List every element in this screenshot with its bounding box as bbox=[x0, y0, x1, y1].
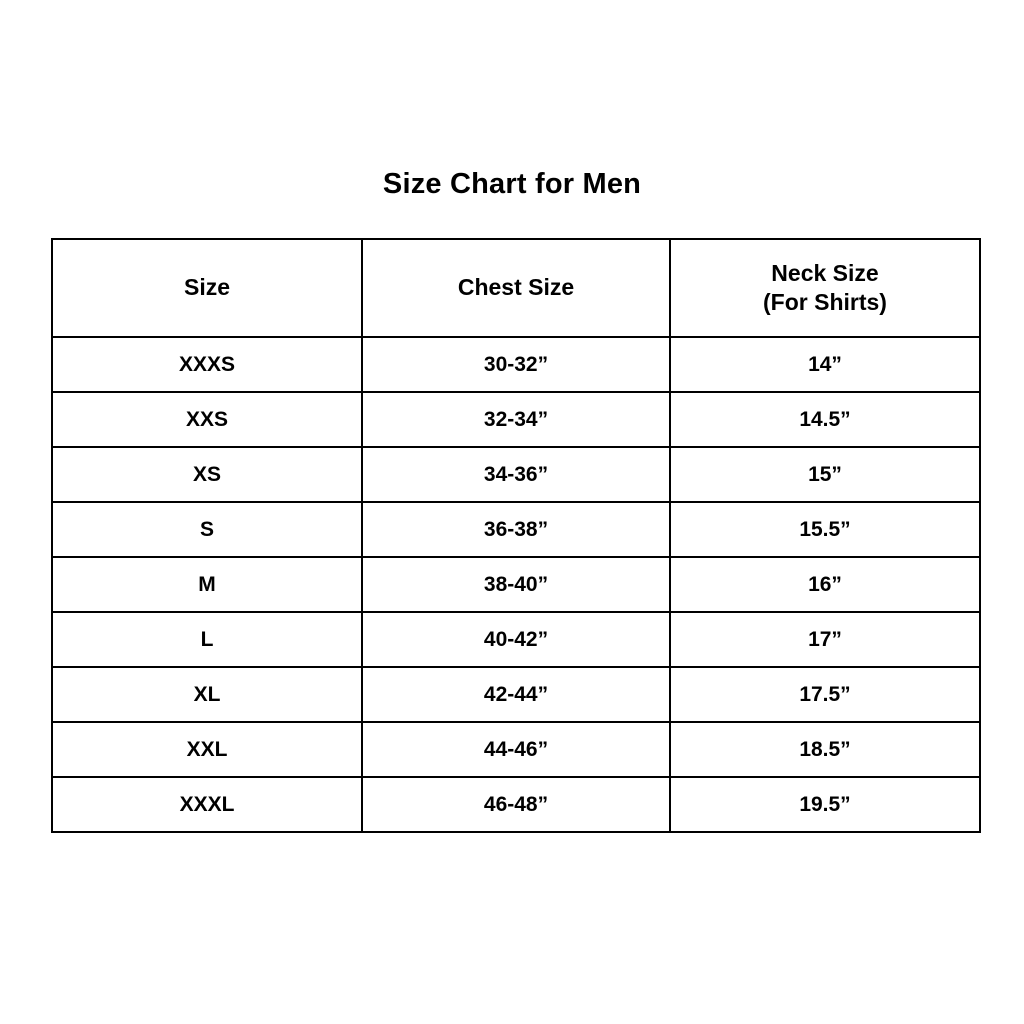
column-header-size bbox=[52, 239, 362, 337]
table-header-row bbox=[52, 239, 980, 337]
cell-chest: 34-36” bbox=[362, 447, 670, 502]
column-header-neck-label: Neck Size bbox=[771, 259, 879, 286]
cell-neck: 15” bbox=[670, 447, 980, 502]
table-row bbox=[52, 502, 980, 557]
cell-neck: 19.5” bbox=[670, 777, 980, 832]
table-row bbox=[52, 392, 980, 447]
table-header bbox=[52, 239, 980, 337]
table-row bbox=[52, 777, 980, 832]
column-header-neck-sublabel: (For Shirts) bbox=[763, 289, 887, 315]
cell-neck: 14.5” bbox=[670, 392, 980, 447]
cell-size: XL bbox=[52, 667, 362, 722]
cell-chest: 42-44” bbox=[362, 667, 670, 722]
table-row bbox=[52, 722, 980, 777]
cell-chest: 30-32” bbox=[362, 337, 670, 392]
cell-chest: 38-40” bbox=[362, 557, 670, 612]
cell-size: XXXS bbox=[52, 337, 362, 392]
table-row bbox=[52, 337, 980, 392]
cell-chest: 46-48” bbox=[362, 777, 670, 832]
cell-neck: 16” bbox=[670, 557, 980, 612]
cell-chest: 44-46” bbox=[362, 722, 670, 777]
column-header-size-label: Size bbox=[183, 274, 231, 301]
cell-size: M bbox=[52, 557, 362, 612]
cell-size: L bbox=[52, 612, 362, 667]
table-row bbox=[52, 667, 980, 722]
table-row bbox=[52, 612, 980, 667]
cell-chest: 32-34” bbox=[362, 392, 670, 447]
column-header-neck bbox=[670, 239, 980, 337]
cell-size: XXS bbox=[52, 392, 362, 447]
cell-neck: 17” bbox=[670, 612, 980, 667]
cell-neck: 14” bbox=[670, 337, 980, 392]
column-header-chest bbox=[362, 239, 670, 337]
size-chart-table bbox=[51, 238, 981, 833]
cell-size: XXXL bbox=[52, 777, 362, 832]
cell-chest: 40-42” bbox=[362, 612, 670, 667]
cell-size: S bbox=[52, 502, 362, 557]
page-title: Size Chart for Men bbox=[382, 168, 642, 200]
cell-size: XS bbox=[52, 447, 362, 502]
table-row bbox=[52, 447, 980, 502]
column-header-chest-label: Chest Size bbox=[457, 274, 575, 301]
table-row bbox=[52, 557, 980, 612]
cell-neck: 18.5” bbox=[670, 722, 980, 777]
cell-neck: 17.5” bbox=[670, 667, 980, 722]
cell-size: XXL bbox=[52, 722, 362, 777]
cell-chest: 36-38” bbox=[362, 502, 670, 557]
table-body bbox=[52, 337, 980, 832]
cell-neck: 15.5” bbox=[670, 502, 980, 557]
